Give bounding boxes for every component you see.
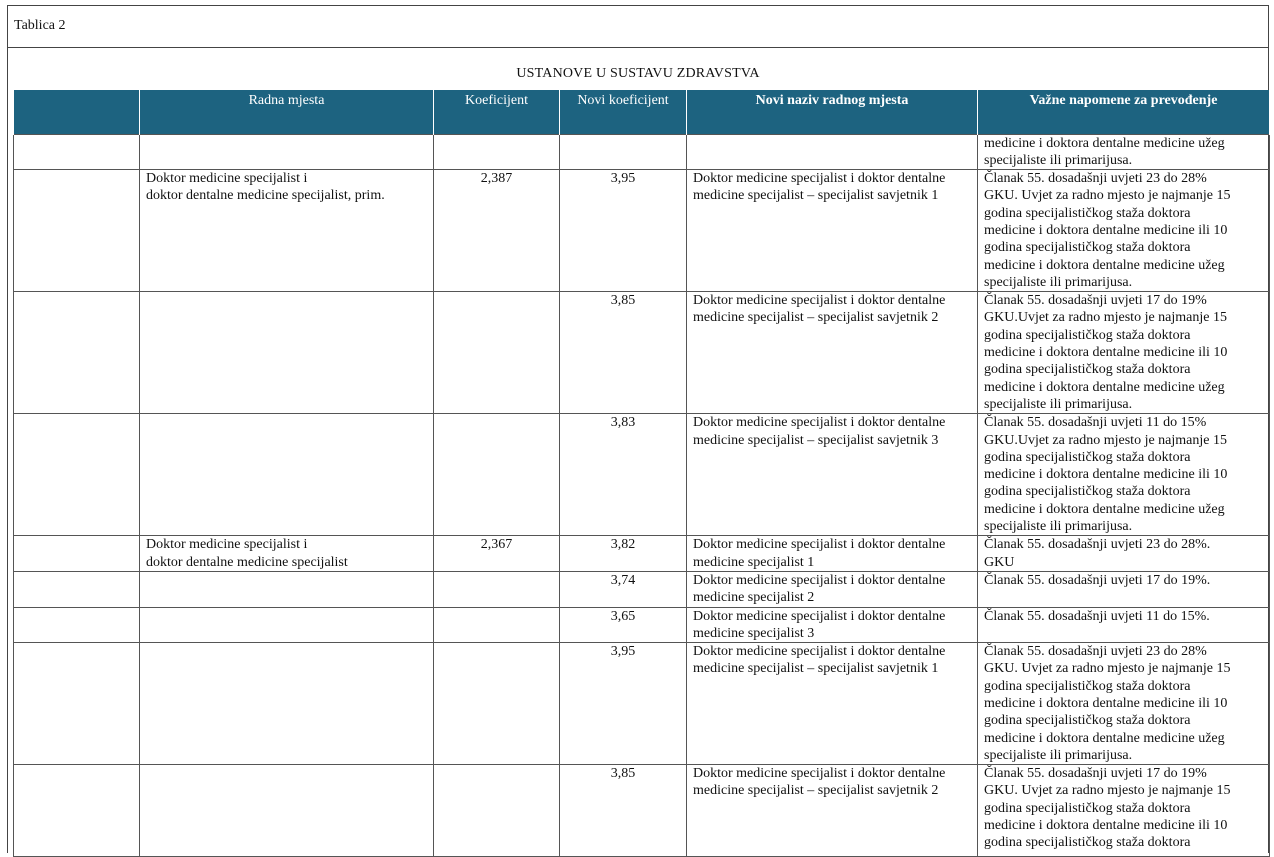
novi-koeficijent-cell: 3,95 xyxy=(560,170,687,292)
radno-mjesto-cell xyxy=(140,607,434,643)
table-row xyxy=(14,643,1270,765)
row-empty-cell xyxy=(14,571,140,607)
novi-naziv-cell: Doktor medicine specijalist i doktor dentalne medicine specijalist 2 xyxy=(687,571,978,607)
header-empty xyxy=(14,90,140,134)
radno-mjesto-cell xyxy=(140,571,434,607)
napomena-cell: Članak 55. dosadašnji uvjeti 11 do 15% GKU.Uvjet za radno mjesto je najmanje 15 godina specijalističkog staža doktora medicine i doktora dentalne medicine ili 10 godina specijalističkog staža doktora medicine i doktora dentalne medicine užeg specijaliste ili primarijusa. xyxy=(978,414,1270,536)
novi-koeficijent-cell: 3,83 xyxy=(560,414,687,536)
header-napomene: Važne napomene za prevođenje xyxy=(978,90,1270,134)
novi-naziv-cell: Doktor medicine specijalist i doktor dentalne medicine specijalist – specijalist savjetnik 3 xyxy=(687,414,978,536)
novi-koeficijent-cell: 3,65 xyxy=(560,607,687,643)
row-empty-cell xyxy=(14,292,140,414)
koeficijent-cell xyxy=(434,134,560,170)
radno-mjesto-cell xyxy=(140,414,434,536)
header-novi-naziv: Novi naziv radnog mjesta xyxy=(687,90,978,134)
novi-koeficijent-cell xyxy=(560,134,687,170)
radno-mjesto-cell xyxy=(140,292,434,414)
novi-koeficijent-cell: 3,74 xyxy=(560,571,687,607)
napomena-cell: Članak 55. dosadašnji uvjeti 17 do 19% GKU.Uvjet za radno mjesto je najmanje 15 godina specijalističkog staža doktora medicine i doktora dentalne medicine ili 10 godina specijalističkog staža doktora medicine i doktora dentalne medicine užeg specijaliste ili primarijusa. xyxy=(978,292,1270,414)
novi-naziv-cell: Doktor medicine specijalist i doktor dentalne medicine specijalist – specijalist savjetnik 1 xyxy=(687,643,978,765)
table-row xyxy=(14,170,1270,292)
napomena-cell: Članak 55. dosadašnji uvjeti 23 do 28%. GKU xyxy=(978,536,1270,572)
radno-mjesto-cell xyxy=(140,643,434,765)
radno-mjesto-cell xyxy=(140,134,434,170)
koeficijent-cell xyxy=(434,414,560,536)
caption-divider xyxy=(7,47,1269,48)
table-row xyxy=(14,536,1270,572)
koeficijent-cell: 2,387 xyxy=(434,170,560,292)
header-row xyxy=(14,90,1270,134)
novi-naziv-cell: Doktor medicine specijalist i doktor dentalne medicine specijalist – specijalist savjetnik 1 xyxy=(687,170,978,292)
row-empty-cell xyxy=(14,170,140,292)
novi-koeficijent-cell: 3,82 xyxy=(560,536,687,572)
data-table xyxy=(13,90,1270,857)
header-radna-mjesta: Radna mjesta xyxy=(140,90,434,134)
novi-koeficijent-cell: 3,95 xyxy=(560,643,687,765)
napomena-cell: Članak 55. dosadašnji uvjeti 23 do 28% GKU. Uvjet za radno mjesto je najmanje 15 godina specijalističkog staža doktora medicine i doktora dentalne medicine ili 10 godina specijalističkog staža doktora medicine i doktora dentalne medicine užeg specijaliste ili primarijusa. xyxy=(978,170,1270,292)
koeficijent-cell xyxy=(434,292,560,414)
novi-naziv-cell: Doktor medicine specijalist i doktor dentalne medicine specijalist – specijalist savjetnik 2 xyxy=(687,292,978,414)
table-row xyxy=(14,134,1270,170)
novi-koeficijent-cell: 3,85 xyxy=(560,765,687,857)
novi-naziv-cell xyxy=(687,134,978,170)
table-row xyxy=(14,765,1270,857)
novi-naziv-cell: Doktor medicine specijalist i doktor dentalne medicine specijalist 3 xyxy=(687,607,978,643)
table-row xyxy=(14,571,1270,607)
row-empty-cell xyxy=(14,134,140,170)
novi-naziv-cell: Doktor medicine specijalist i doktor dentalne medicine specijalist – specijalist savjetnik 2 xyxy=(687,765,978,857)
table-row xyxy=(14,292,1270,414)
novi-koeficijent-cell: 3,85 xyxy=(560,292,687,414)
table-title: USTANOVE U SUSTAVU ZDRAVSTVA xyxy=(516,66,760,81)
table-caption: Tablica 2 xyxy=(14,18,66,33)
koeficijent-cell xyxy=(434,607,560,643)
row-empty-cell xyxy=(14,536,140,572)
radno-mjesto-cell xyxy=(140,765,434,857)
koeficijent-cell xyxy=(434,571,560,607)
napomena-cell: Članak 55. dosadašnji uvjeti 23 do 28% GKU. Uvjet za radno mjesto je najmanje 15 godina specijalističkog staža doktora medicine i doktora dentalne medicine ili 10 godina specijalističkog staža doktora medicine i doktora dentalne medicine užeg specijaliste ili primarijusa. xyxy=(978,643,1270,765)
napomena-cell: Članak 55. dosadašnji uvjeti 17 do 19% GKU. Uvjet za radno mjesto je najmanje 15 godina specijalističkog staža doktora medicine i doktora dentalne medicine ili 10 godina specijalističkog staža doktora xyxy=(978,765,1270,857)
row-empty-cell xyxy=(14,414,140,536)
row-empty-cell xyxy=(14,765,140,857)
napomena-cell: Članak 55. dosadašnji uvjeti 17 do 19%. xyxy=(978,571,1270,607)
novi-naziv-cell: Doktor medicine specijalist i doktor dentalne medicine specijalist 1 xyxy=(687,536,978,572)
koeficijent-cell xyxy=(434,765,560,857)
koeficijent-cell xyxy=(434,643,560,765)
napomena-cell: Članak 55. dosadašnji uvjeti 11 do 15%. xyxy=(978,607,1270,643)
radno-mjesto-cell: Doktor medicine specijalist i doktor dentalne medicine specijalist xyxy=(140,536,434,572)
koeficijent-cell: 2,367 xyxy=(434,536,560,572)
table-row xyxy=(14,414,1270,536)
table-row xyxy=(14,607,1270,643)
row-empty-cell xyxy=(14,643,140,765)
row-empty-cell xyxy=(14,607,140,643)
napomena-cell: medicine i doktora dentalne medicine užeg specijaliste ili primarijusa. xyxy=(978,134,1270,170)
radno-mjesto-cell: Doktor medicine specijalist i doktor dentalne medicine specijalist, prim. xyxy=(140,170,434,292)
header-novi-koeficijent: Novi koeficijent xyxy=(560,90,687,134)
header-koeficijent: Koeficijent xyxy=(434,90,560,134)
